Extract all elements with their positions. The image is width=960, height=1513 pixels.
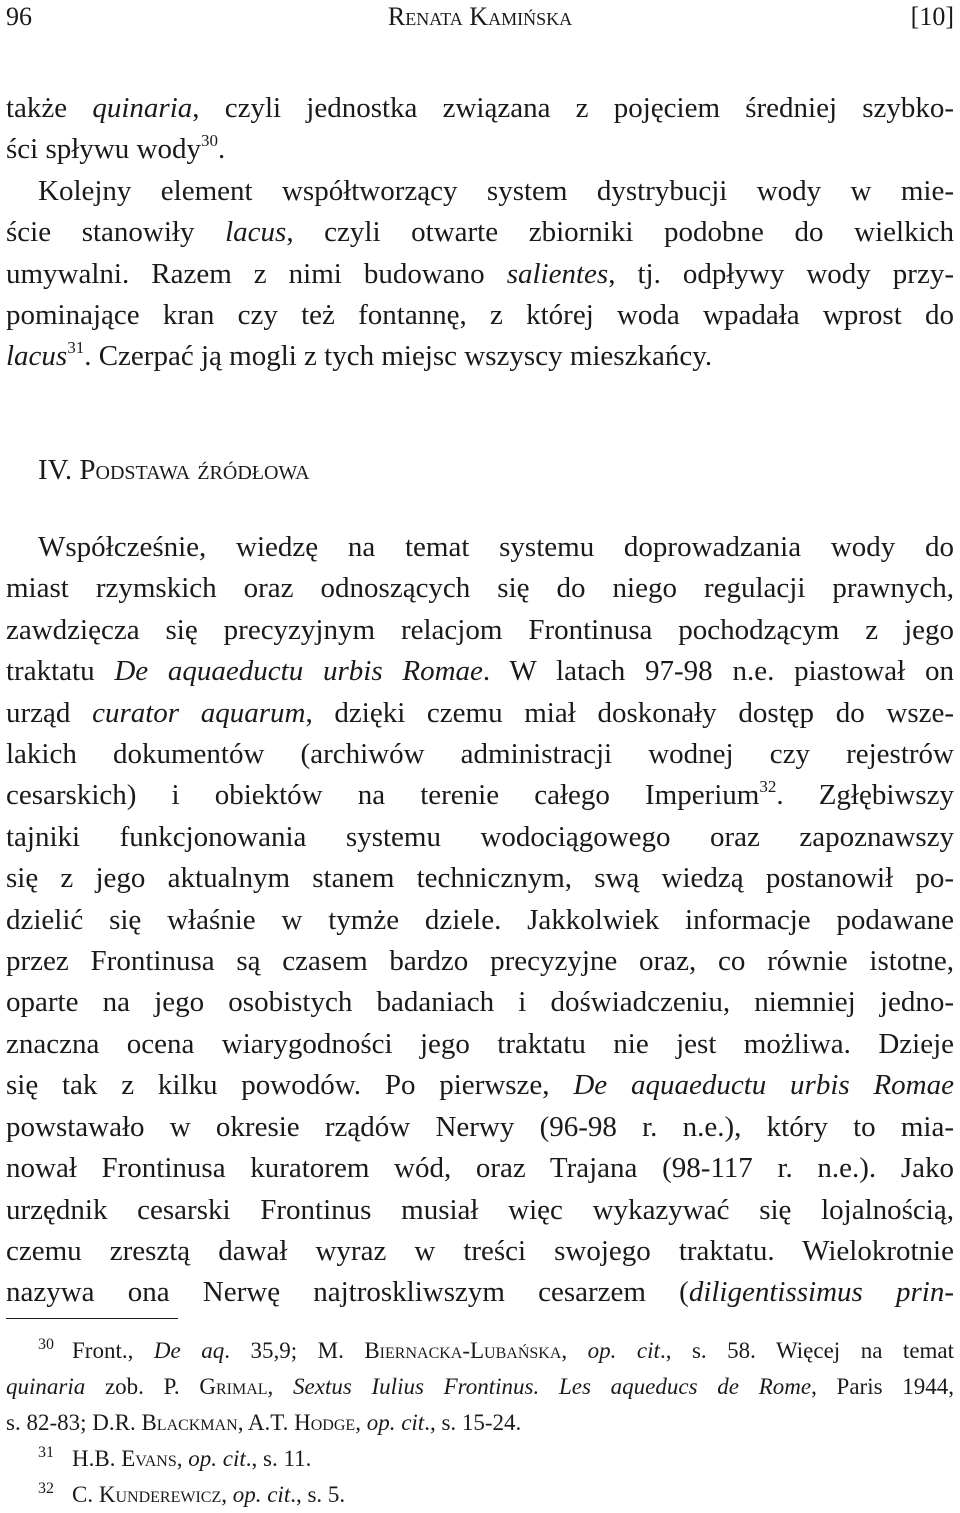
- section-heading: [38, 450, 310, 490]
- intro-paragraph: [6, 88, 954, 378]
- text-line: pominające kran czy też fontannę, z której woda wpadała wprost do: [6, 299, 954, 332]
- footnote-30: $^{30}$ Front., De aq. 35,9; M. Biernacka-Lubańska, op. cit., s. 58. Więcej na temat: [38, 1336, 955, 1363]
- footnote-ref[interactable]: 31: [67, 337, 85, 357]
- text-line: dzielić się właśnie w tymże dziele. Jakkolwiek informacje podawane: [6, 903, 954, 936]
- text-line: traktatu De aquaeductu urbis Romae. W latach 97-98 n.e. piastował on: [6, 655, 954, 688]
- text-line: się tak z kilku powodów. Po pierwsze, De aquaeductu urbis Romae: [6, 1069, 954, 1102]
- text-line: się z jego aktualnym stanem technicznym, swą wiedzą postanowił po-: [6, 862, 954, 895]
- text-line: lacus$^{31}$. Czerpać ją mogli z tych miejsc wszyscy mieszkańcy.: [6, 337, 713, 373]
- text-line: oparte na jego osobistych badaniach i doświadczeniu, niemniej jedno-: [6, 986, 954, 1019]
- footnote-32: $^{32}$ C. Kunderewicz, op. cit., s. 5.: [38, 1480, 346, 1507]
- text-line: także quinaria, czyli jednostka związana z pojęciem średniej szybko-: [6, 92, 954, 124]
- section-number: [10]: [910, 2, 954, 31]
- text-line: cesarskich) i obiektów na terenie całego Imperium$^{32}$. Zgłębiwszy: [6, 776, 954, 812]
- text-line: nował Frontinusa kuratorem wód, oraz Trajana (98-117 r. n.e.). Jako: [6, 1152, 954, 1185]
- section-title: Podstawa źródłowa: [79, 454, 310, 486]
- text-line: zawdzięcza się precyzyjnym relacjom Frontinusa pochodzącym z jego: [6, 613, 954, 646]
- section-numeral: IV.: [38, 454, 73, 486]
- footnote-separator: [6, 1318, 178, 1319]
- text-line: miast rzymskich oraz odnoszących się do niego regulacji prawnych,: [6, 572, 954, 605]
- text-line: ści spływu wody$^{30}$.: [6, 130, 226, 166]
- running-header: [6, 0, 954, 40]
- text-line: nazywa ona Nerwę najtroskliwszym cesarzem (diligentissimus prin-: [6, 1276, 954, 1309]
- footnote-ref[interactable]: 30: [200, 130, 218, 150]
- running-author: Renata Kamińska: [387, 2, 573, 31]
- text-line: ście stanowiły lacus, czyli otwarte zbiorniki podobne do wielkich: [6, 216, 954, 249]
- text-line: lakich dokumentów (archiwów administracji wodnej czy rejestrów: [6, 738, 954, 771]
- page-number: 96: [6, 2, 32, 31]
- footnote-31: $^{31}$ H.B. Evans, op. cit., s. 11.: [38, 1444, 312, 1471]
- text-line: urzędnik cesarski Frontinus musiał więc wykazywać się lojalnością,: [6, 1193, 954, 1226]
- footnote-30-cont: quinaria zob. P. Grimal, Sextus Iulius Frontinus. Les aqueducs de Rome, Paris 1944,: [6, 1374, 955, 1399]
- text-line: tajniki funkcjonowania systemu wodociągowego oraz zapoznawszy: [6, 820, 954, 853]
- text-line: przez Frontinusa są czasem bardzo precyzyjne oraz, co równie istotne,: [6, 945, 954, 978]
- text-line: powstawało w okresie rządów Nerwy (96-98 r. n.e.), który to mia-: [6, 1110, 954, 1143]
- text-line: urząd curator aquarum, dzięki czemu miał doskonały dostęp do wsze-: [6, 696, 954, 729]
- footnotes: [6, 1333, 954, 1513]
- footnote-ref[interactable]: 32: [759, 776, 777, 796]
- text-line: znaczna ocena wiarygodności jego traktatu nie jest możliwa. Dzieje: [6, 1027, 954, 1060]
- footnote-30-end: s. 82-83; D.R. Blackman, A.T. Hodge, op. cit., s. 15-24.: [6, 1410, 522, 1435]
- text-line: czemu zresztą dawał wyraz w treści swojego traktatu. Wielokrotnie: [6, 1234, 954, 1267]
- text-line: Współcześnie, wiedzę na temat systemu doprowadzania wody do: [38, 531, 954, 563]
- body-paragraph: [6, 527, 954, 1314]
- text-line: Kolejny element współtworzący system dystrybucji wody w mie-: [38, 174, 954, 207]
- text-line: umywalni. Razem z nimi budowano salientes, tj. odpływy wody przy-: [6, 257, 954, 290]
